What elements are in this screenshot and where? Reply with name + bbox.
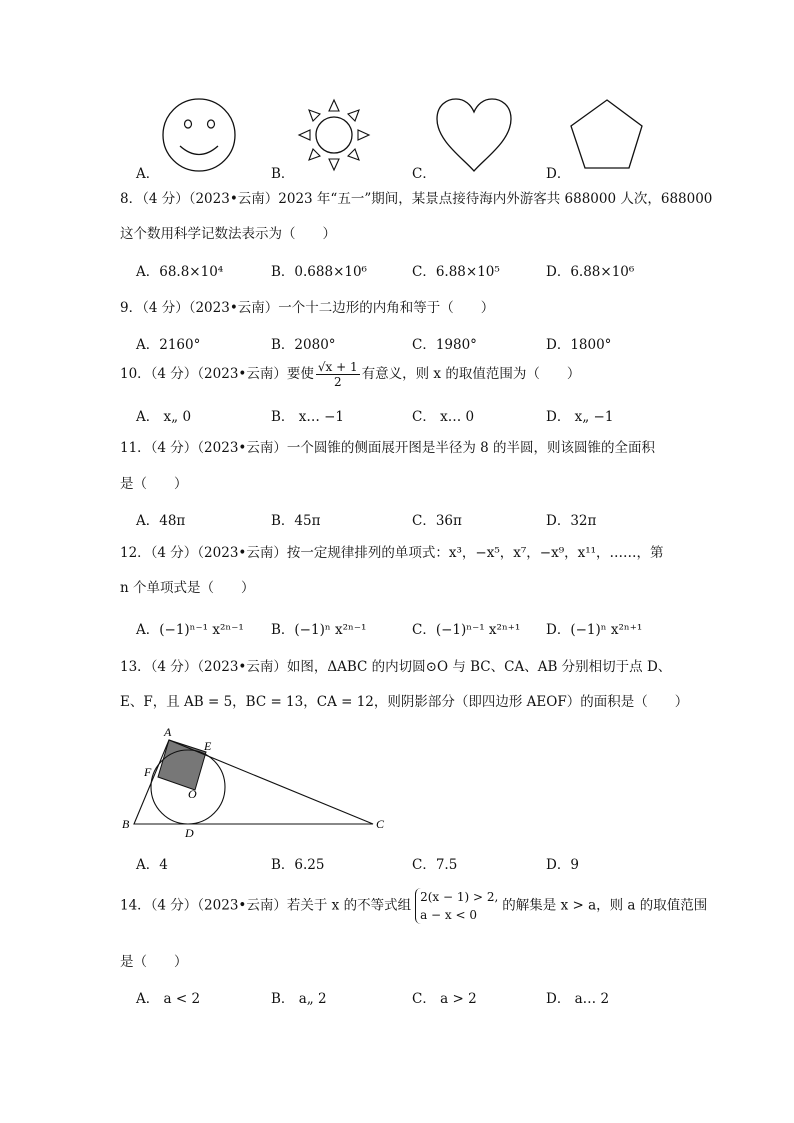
q14-stem-line1: [120, 888, 707, 924]
q14-options: [136, 987, 696, 1005]
q8-option-d[interactable]: D．6.88×10⁶: [546, 264, 635, 280]
q14-stem-line2: 是（ ）: [120, 954, 188, 970]
q14-option-c[interactable]: C． a > 2: [412, 991, 477, 1007]
q8-options: [136, 260, 696, 278]
q14-option-a[interactable]: A． a < 2: [136, 991, 201, 1007]
q7-option-a[interactable]: A．: [136, 166, 160, 182]
q12-option-b[interactable]: B．(−1)ⁿ x²ⁿ⁻¹: [271, 622, 367, 638]
q14-inequality-1: 2(x − 1) > 2,: [420, 890, 499, 904]
q10-fraction: [316, 360, 360, 389]
q10-option-c[interactable]: C． x… 0: [412, 409, 475, 425]
q8-stem-line1: 8．（4 分）（2023•云南）2023 年“五一”期间，某景点接待海内外游客共 688000 人次，688000: [120, 191, 713, 207]
q9-option-b[interactable]: B．2080°: [271, 337, 336, 353]
q9-options: [136, 333, 696, 351]
q14-inequality-system: [415, 888, 498, 924]
label-a: A: [164, 725, 172, 739]
label-e: E: [204, 739, 212, 753]
q11-options: [136, 509, 696, 527]
q7-option-d[interactable]: D．: [546, 166, 571, 182]
q13-option-c[interactable]: C．7.5: [412, 857, 458, 873]
q14-suffix: 的解集是 x > a，则 a 的取值范围: [502, 897, 708, 914]
q10-fraction-numerator: √x + 1: [317, 360, 358, 374]
q8-stem-line2: 这个数用科学记数法表示为（ ）: [120, 226, 336, 242]
q13-option-a[interactable]: A．4: [136, 857, 168, 873]
q13-options: [136, 853, 696, 871]
q14-option-b[interactable]: B． a„ 2: [271, 991, 327, 1007]
q10-option-a[interactable]: A． x„ 0: [136, 409, 192, 425]
q12-stem-line2: n 个单项式是（ ）: [120, 580, 255, 596]
q10-option-d[interactable]: D． x„ −1: [546, 409, 614, 425]
incircle-triangle-diagram: [118, 724, 393, 842]
q9-option-c[interactable]: C．1980°: [412, 337, 477, 353]
q11-stem-line1: 11．（4 分）（2023•云南）一个圆锥的侧面展开图是半径为 8 的半圆，则该圆锥的全面积: [120, 440, 656, 456]
q10-fraction-denominator: 2: [333, 375, 342, 389]
q9-stem: 9．（4 分）（2023•云南）一个十二边形的内角和等于（ ）: [120, 300, 495, 316]
q13-stem-line2: E、F，且 AB = 5，BC = 13，CA = 12，则阴影部分（即四边形 AEOF）的面积是（ ）: [120, 694, 689, 710]
q10-option-b[interactable]: B． x… −1: [271, 409, 345, 425]
q8-option-b[interactable]: B．0.688×10⁶: [271, 264, 367, 280]
label-c: C: [376, 817, 385, 831]
q10-stem: [120, 360, 580, 389]
label-b: B: [122, 817, 130, 831]
q9-option-d[interactable]: D．1800°: [546, 337, 612, 353]
label-d: D: [185, 826, 194, 840]
q14-option-d[interactable]: D． a… 2: [546, 991, 610, 1007]
label-o: O: [188, 787, 197, 801]
q7-option-b[interactable]: B．: [271, 166, 295, 182]
shaded-quadrilateral-aeof: [158, 740, 206, 790]
q11-option-c[interactable]: C．36π: [412, 513, 462, 529]
q7-option-c[interactable]: C．: [412, 166, 436, 182]
q14-inequality-2: a − x < 0: [420, 908, 478, 922]
q12-options: [136, 618, 696, 636]
q11-option-a[interactable]: A．48π: [136, 513, 186, 529]
q8-option-a[interactable]: A．68.8×10⁴: [136, 264, 224, 280]
q11-option-d[interactable]: D．32π: [546, 513, 597, 529]
q14-prefix: 14．（4 分）（2023•云南）若关于 x 的不等式组: [120, 897, 412, 914]
q7-options: [136, 162, 696, 180]
q11-option-b[interactable]: B．45π: [271, 513, 321, 529]
q12-stem-line1: 12．（4 分）（2023•云南）按一定规律排列的单项式：x³，−x⁵，x⁷，−x⁹，x¹¹，……，第: [120, 545, 664, 561]
q11-stem-line2: 是（ ）: [120, 476, 188, 492]
q12-option-c[interactable]: C．(−1)ⁿ⁻¹ x²ⁿ⁺¹: [412, 622, 521, 638]
q13-option-d[interactable]: D．9: [546, 857, 579, 873]
q12-option-a[interactable]: A．(−1)ⁿ⁻¹ x²ⁿ⁻¹: [136, 622, 244, 638]
q9-option-a[interactable]: A．2160°: [136, 337, 201, 353]
q10-options: [136, 405, 696, 423]
q13-option-b[interactable]: B．6.25: [271, 857, 325, 873]
q8-option-c[interactable]: C．6.88×10⁵: [412, 264, 500, 280]
q10-prefix: 10．（4 分）（2023•云南）要使: [120, 366, 314, 382]
label-f: F: [144, 765, 152, 779]
q13-stem-line1: 13．（4 分）（2023•云南）如图，ΔABC 的内切圆⊙O 与 BC、CA、AB 分别相切于点 D、: [120, 659, 672, 675]
q12-option-d[interactable]: D．(−1)ⁿ x²ⁿ⁺¹: [546, 622, 643, 638]
q10-suffix: 有意义，则 x 的取值范围为（ ）: [361, 366, 581, 382]
